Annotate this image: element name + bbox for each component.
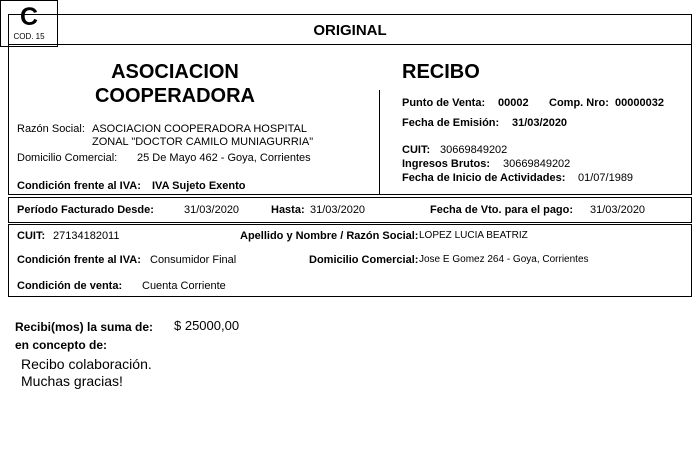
copy-label: ORIGINAL bbox=[8, 14, 692, 45]
concepto-line2: Muchas gracias! bbox=[21, 373, 123, 389]
punto-venta-value: 00002 bbox=[498, 97, 529, 109]
issuer-iva-value: IVA Sujeto Exento bbox=[152, 180, 246, 192]
suma-label: Recibi(mos) la suma de: bbox=[15, 320, 154, 334]
client-domicilio-label: Domicilio Comercial: bbox=[309, 254, 419, 266]
fecha-emision-label: Fecha de Emisión: bbox=[402, 117, 500, 129]
document-type: RECIBO bbox=[402, 61, 480, 83]
client-nombre-label: Apellido y Nombre / Razón Social: bbox=[240, 230, 419, 242]
client-iva-value: Consumidor Final bbox=[150, 254, 237, 266]
concepto-label: en concepto de: bbox=[15, 338, 108, 352]
period-hasta-label: Hasta: bbox=[271, 204, 305, 216]
issuer-domicilio-label: Domicilio Comercial: bbox=[17, 152, 118, 164]
inicio-actividades-value: 01/07/1989 bbox=[578, 172, 634, 184]
voucher-letter: C bbox=[19, 3, 39, 31]
ingresos-brutos-value: 30669849202 bbox=[503, 158, 571, 170]
period-desde-value: 31/03/2020 bbox=[184, 204, 240, 216]
issuer-name bbox=[60, 60, 290, 108]
issuer-name-line1: ASOCIACION bbox=[111, 61, 239, 83]
vto-pago-label: Fecha de Vto. para el pago: bbox=[430, 204, 574, 216]
comp-nro-value: 00000032 bbox=[615, 97, 664, 109]
center-divider bbox=[379, 90, 380, 194]
comp-nro-label: Comp. Nro: bbox=[549, 97, 609, 109]
condicion-venta-value: Cuenta Corriente bbox=[142, 280, 226, 292]
fecha-emision-value: 31/03/2020 bbox=[512, 117, 568, 129]
condicion-venta-label: Condición de venta: bbox=[17, 280, 123, 292]
inicio-actividades-label: Fecha de Inicio de Actividades: bbox=[402, 172, 566, 184]
ingresos-brutos-label: Ingresos Brutos: bbox=[402, 158, 491, 170]
concepto-line1: Recibo colaboración. bbox=[21, 356, 152, 372]
razon-social-label: Razón Social: bbox=[17, 123, 85, 135]
issuer-name-line2: COOPERADORA bbox=[94, 85, 255, 107]
suma-value: $ 25000,00 bbox=[174, 318, 240, 333]
client-cuit-value: 27134182011 bbox=[53, 230, 120, 242]
razon-social-line1: ASOCIACION COOPERADORA HOSPITAL bbox=[92, 123, 307, 135]
client-cuit-label: CUIT: bbox=[17, 230, 46, 242]
doc-cuit-label: CUIT: bbox=[402, 144, 431, 156]
doc-cuit-value: 30669849202 bbox=[440, 144, 508, 156]
period-desde-label: Período Facturado Desde: bbox=[17, 204, 154, 216]
client-iva-label: Condición frente al IVA: bbox=[17, 254, 141, 266]
client-nombre-value: LOPEZ LUCIA BEATRIZ bbox=[419, 230, 528, 241]
issuer-iva-label: Condición frente al IVA: bbox=[17, 180, 141, 192]
vto-pago-value: 31/03/2020 bbox=[590, 204, 646, 216]
issuer-domicilio-value: 25 De Mayo 462 - Goya, Corrientes bbox=[137, 152, 311, 164]
punto-venta-label: Punto de Venta: bbox=[402, 97, 486, 109]
period-hasta-value: 31/03/2020 bbox=[310, 204, 366, 216]
razon-social-line2: ZONAL "DOCTOR CAMILO MUNIAGURRIA" bbox=[92, 136, 314, 148]
voucher-code: COD. 15 bbox=[13, 32, 45, 41]
client-domicilio-value: Jose E Gomez 264 - Goya, Corrientes bbox=[419, 254, 589, 265]
